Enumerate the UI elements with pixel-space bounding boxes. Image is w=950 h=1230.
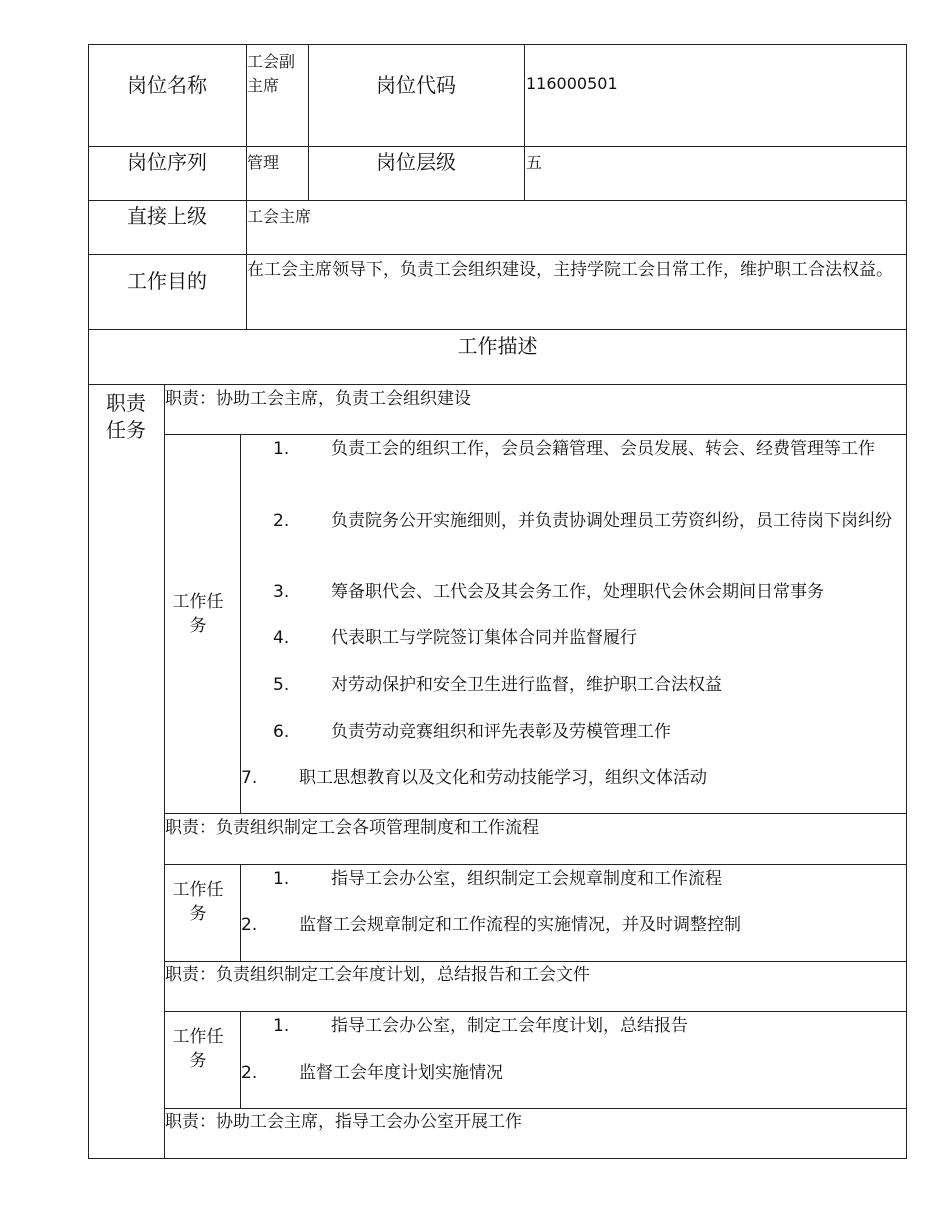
sequence-value: 管理 (247, 153, 280, 172)
task-label: 工作任务 (172, 880, 224, 924)
task-item: 2. 监督工会年度计划实施情况 (241, 1063, 503, 1083)
superior-value: 工会主席 (247, 207, 312, 226)
duty-title: 职责：协助工会主席，负责工会组织建设 (165, 389, 471, 409)
purpose-value: 在工会主席领导下，负责工会组织建设，主持学院工会日常工作，维护职工合法权益。 (247, 260, 893, 280)
task-label: 工作任务 (172, 592, 224, 636)
task-item: 3. 筹备职代会、工代会及其会务工作，处理职代会休会期间日常事务 (273, 582, 824, 602)
position-name-label: 岗位名称 (127, 73, 207, 97)
task-item: 2. 监督工会规章制定和工作流程的实施情况，并及时调整控制 (241, 915, 741, 935)
task-item: 7. 职工思想教育以及文化和劳动技能学习，组织文体活动 (241, 768, 707, 788)
purpose-label: 工作目的 (127, 269, 207, 293)
work-description-title: 工作描述 (457, 334, 538, 358)
superior-label: 直接上级 (127, 204, 207, 228)
task-item: 6. 负责劳动竞赛组织和评先表彰及劳模管理工作 (273, 722, 671, 742)
position-code-label: 岗位代码 (376, 73, 456, 97)
task-item: 1. 负责工会的组织工作，会员会籍管理、会员发展、转会、经费管理等工作 (273, 439, 875, 459)
task-item: 1. 指导工会办公室，制定工会年度计划，总结报告 (273, 1016, 688, 1036)
task-item: 4. 代表职工与学院签订集体合同并监督履行 (273, 628, 637, 648)
position-code-value: 116000501 (526, 74, 618, 93)
position-name-value: 工会副主席 (247, 52, 296, 95)
duty-column-label: 职责任务 (106, 391, 146, 442)
duty-title: 职责：负责组织制定工会年度计划，总结报告和工会文件 (165, 965, 590, 985)
level-value: 五 (526, 153, 543, 172)
duty-title: 职责：负责组织制定工会各项管理制度和工作流程 (165, 818, 539, 838)
duty-title: 职责：协助工会主席，指导工会办公室开展工作 (165, 1112, 522, 1132)
task-item: 1. 指导工会办公室，组织制定工会规章制度和工作流程 (273, 869, 722, 889)
level-label: 岗位层级 (376, 150, 456, 174)
task-item: 5. 对劳动保护和安全卫生进行监督，维护职工合法权益 (273, 675, 722, 695)
sequence-label: 岗位序列 (127, 150, 207, 174)
task-item: 2. 负责院务公开实施细则，并负责协调处理员工劳资纠纷，员工待岗下岗纠纷 (273, 511, 892, 531)
task-label: 工作任务 (172, 1027, 224, 1071)
